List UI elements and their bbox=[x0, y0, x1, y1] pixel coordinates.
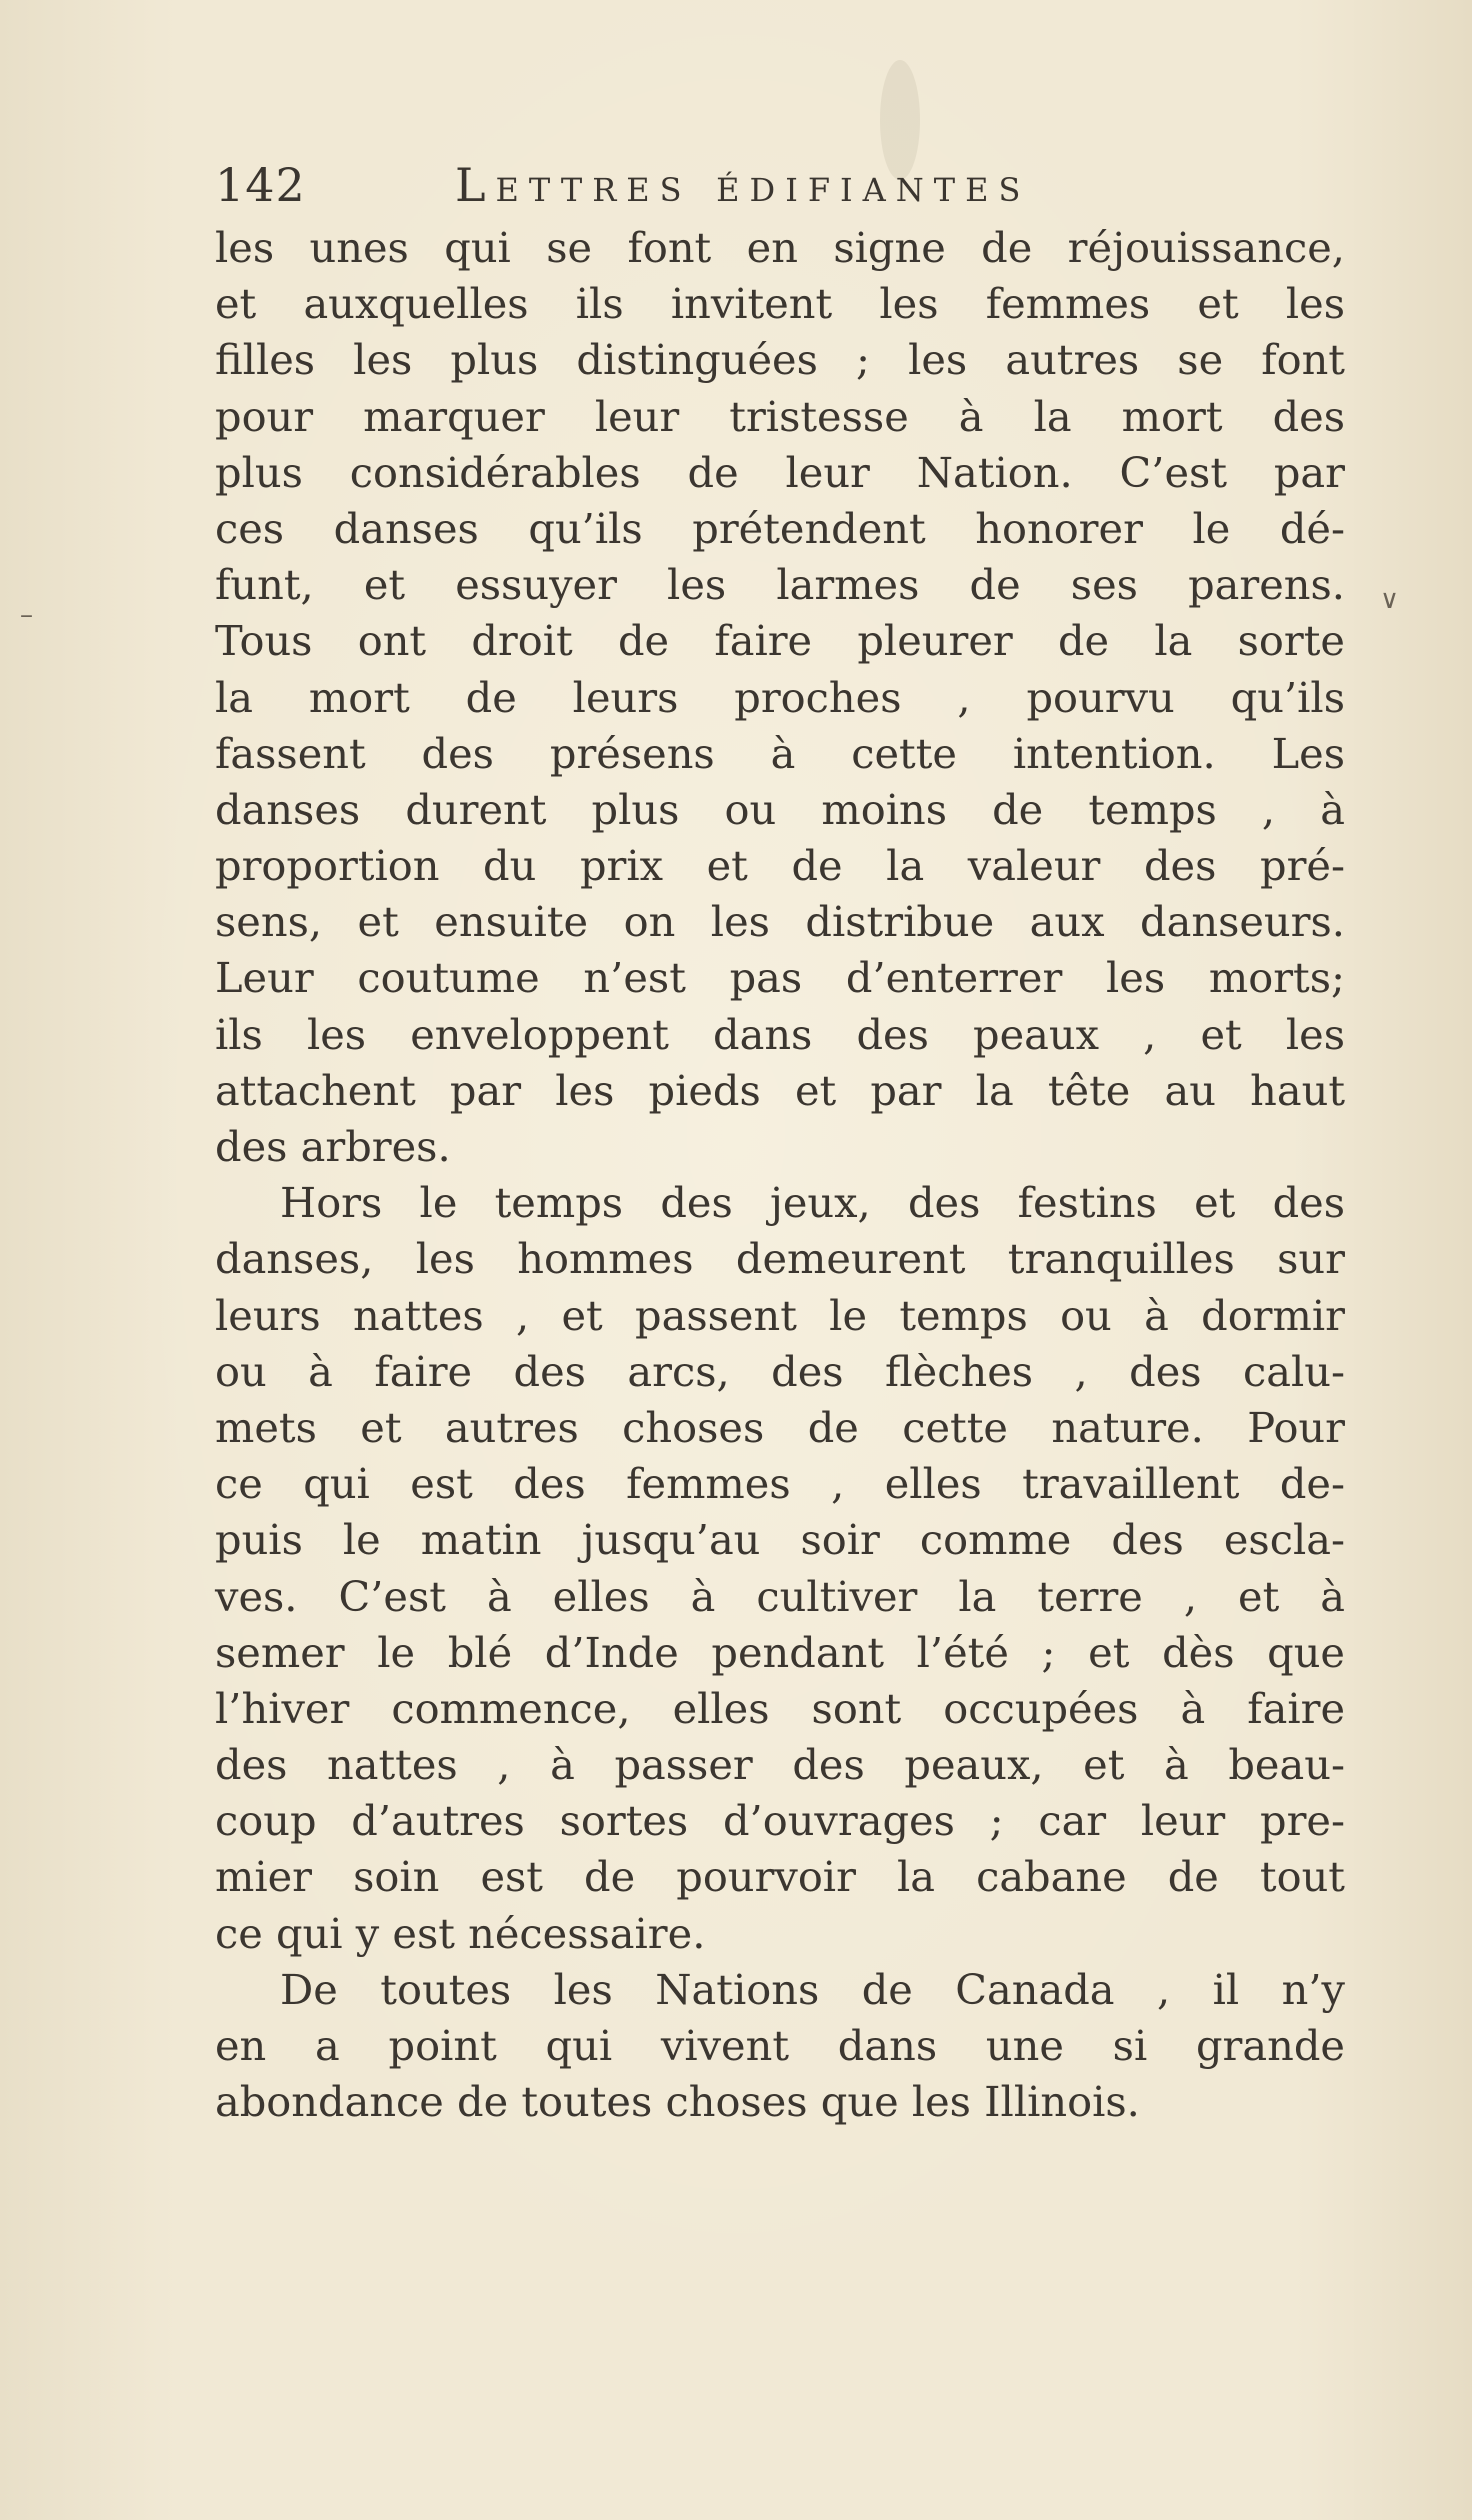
text-line: Hors le temps des jeux, des festins et des bbox=[280, 1178, 1345, 1228]
text-line: Leur coutume n’est pas d’enterrer les morts; bbox=[215, 953, 1345, 1003]
text-line: ou à faire des arcs, des flèches , des calu- bbox=[215, 1346, 1345, 1396]
text-line: mier soin est de pourvoir la cabane de tout bbox=[215, 1852, 1345, 1902]
text-line: Tous ont droit de faire pleurer de la sorte bbox=[215, 616, 1345, 666]
text-line: abondance de toutes choses que les Illinois. bbox=[215, 2077, 1140, 2127]
text-line: les unes qui se font en signe de réjouissance, bbox=[215, 223, 1345, 272]
margin-dash-mark: – bbox=[20, 600, 33, 630]
text-line: ves. C’est à elles à cultiver la terre , et à bbox=[215, 1571, 1345, 1621]
text-line: en a point qui vivent dans une si grande bbox=[215, 2021, 1345, 2070]
text-line: leurs nattes , et passent le temps ou à dormir bbox=[215, 1290, 1345, 1340]
text-line: semer le blé d’Inde pendant l’été ; et dès que bbox=[215, 1627, 1345, 1677]
text-line: la mort de leurs proches , pourvu qu’ils bbox=[215, 672, 1345, 722]
page-number: 142 bbox=[215, 158, 306, 212]
paragraph bbox=[215, 1962, 1345, 2131]
paragraph bbox=[215, 220, 1345, 1175]
text-line: filles les plus distinguées ; les autres se font bbox=[215, 335, 1345, 385]
text-line: et auxquelles ils invitent les femmes et les bbox=[215, 279, 1345, 329]
text-line: attachent par les pieds et par la tête au haut bbox=[215, 1065, 1345, 1115]
text-line: De toutes les Nations de Canada , il n’y bbox=[280, 1964, 1345, 2014]
text-line: ils les enveloppent dans des peaux , et les bbox=[215, 1009, 1345, 1059]
text-line: mets et autres choses de cette nature. Pour bbox=[215, 1402, 1345, 1452]
text-line: plus considérables de leur Nation. C’est par bbox=[215, 447, 1345, 497]
text-line: puis le matin jusqu’au soir comme des escla- bbox=[215, 1515, 1345, 1565]
text-line: fassent des présens à cette intention. Les bbox=[215, 728, 1345, 778]
page-header bbox=[215, 158, 1115, 218]
text-line: des nattes , à passer des peaux, et à beau- bbox=[215, 1740, 1345, 1790]
text-line: ce qui y est nécessaire. bbox=[215, 1908, 706, 1958]
text-line: des arbres. bbox=[215, 1122, 451, 1171]
text-line: proportion du prix et de la valeur des pré- bbox=[215, 841, 1345, 891]
text-line: sens, et ensuite on les distribue aux danseurs. bbox=[215, 897, 1345, 947]
paragraph bbox=[215, 1175, 1345, 1962]
text-line: ce qui est des femmes , elles travaillent de- bbox=[215, 1459, 1345, 1509]
text-line: pour marquer leur tristesse à la mort des bbox=[215, 391, 1345, 441]
running-title: Lettres édifiantes bbox=[455, 158, 1031, 212]
text-line: danses durent plus ou moins de temps , à bbox=[215, 784, 1345, 834]
text-line: funt, et essuyer les larmes de ses parens. bbox=[215, 560, 1345, 610]
text-line: ces danses qu’ils prétendent honorer le dé- bbox=[215, 503, 1345, 553]
body-text bbox=[215, 220, 1345, 2130]
margin-tick-mark: ∨ bbox=[1380, 585, 1400, 615]
text-line: coup d’autres sortes d’ouvrages ; car leur pre- bbox=[215, 1796, 1345, 1846]
text-line: l’hiver commence, elles sont occupées à faire bbox=[215, 1683, 1345, 1733]
text-line: danses, les hommes demeurent tranquilles sur bbox=[215, 1234, 1345, 1284]
